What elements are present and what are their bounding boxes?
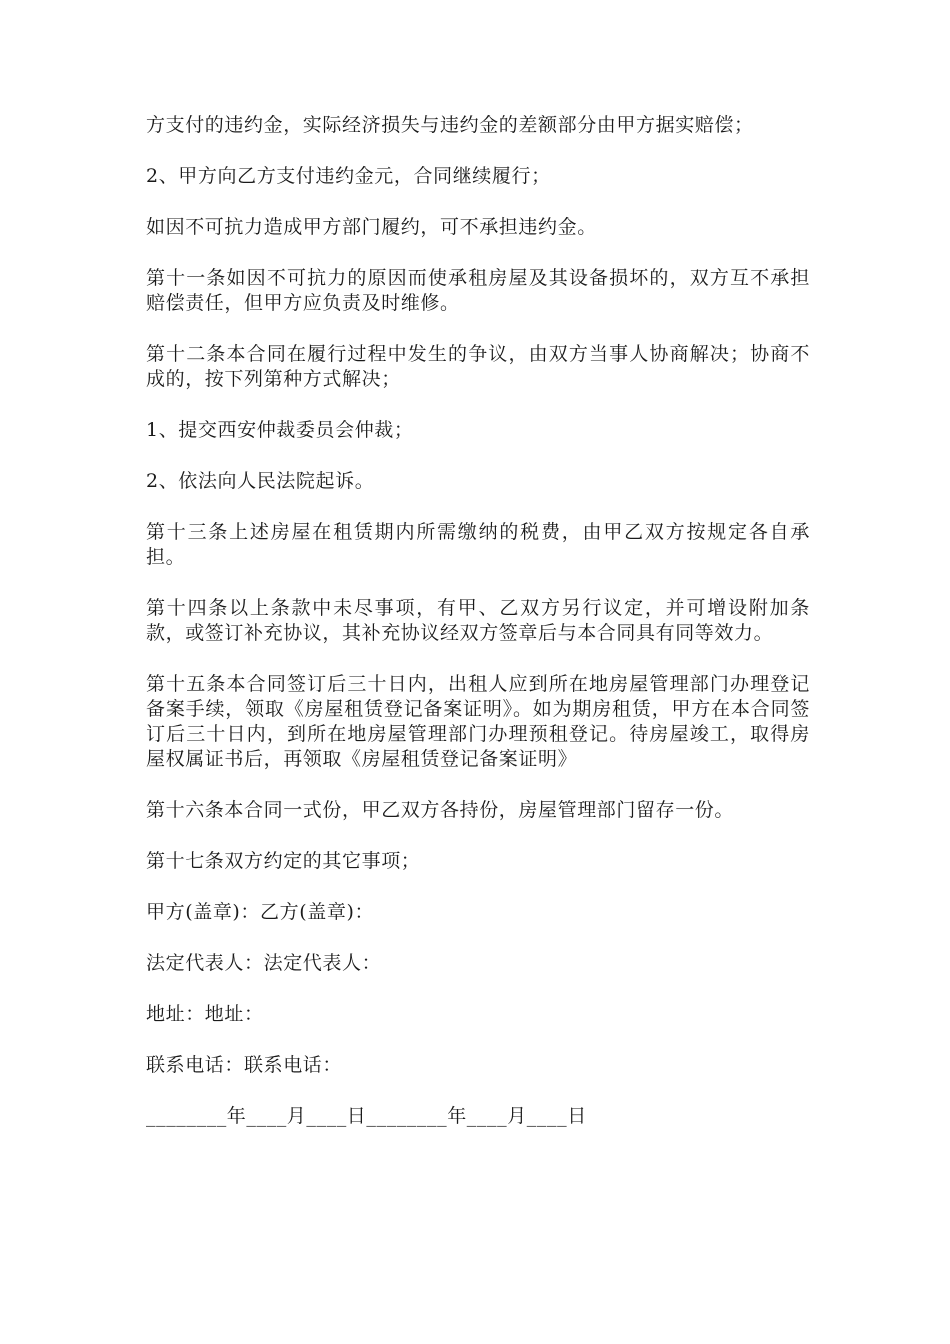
paragraph-article-16: 第十六条本合同一式份，甲乙双方各持份，房屋管理部门留存一份。 [146,799,735,821]
signature-legal-rep-line: 法定代表人：法定代表人： [146,952,382,974]
signature-phone-line: 联系电话：联系电话： [146,1054,343,1076]
paragraph-article-13: 第十三条上述房屋在租赁期内所需缴纳的税费，由甲乙双方按规定各自承担。 [146,521,810,568]
paragraph-article-15: 第十五条本合同签订后三十日内，出租人应到所在地房屋管理部门办理登记备案手续，领取《房屋租赁登记备案证明》。如为期房租赁，甲方在本合同签订后三十日内，到所在地房屋管理部门办理预租登记。待房屋竣工，取得房屋权属证书后，再领取《房屋租赁登记备案证明》 [146,673,810,770]
paragraph-article-11: 第十一条如因不可抗力的原因而使承租房屋及其设备损坏的，双方互不承担赔偿责任，但甲方应负责及时维修。 [146,267,810,314]
document-body [146,113,810,1129]
paragraph-article-17: 第十七条双方约定的其它事项； [146,850,421,872]
paragraph-dispute-option-2: 2、依法向人民法院起诉。 [146,470,375,492]
signature-party-seal-line: 甲方(盖章)：乙方(盖章)： [146,901,375,923]
signature-address-line: 地址：地址： [146,1003,264,1025]
signature-date-line: ________年____月____日________年____月____日 [146,1105,587,1127]
paragraph-compensation-clause: 方支付的违约金，实际经济损失与违约金的差额部分由甲方据实赔偿； [146,114,754,136]
paragraph-dispute-option-1: 1、提交西安仲裁委员会仲裁； [146,419,414,441]
paragraph-article-12: 第十二条本合同在履行过程中发生的争议，由双方当事人协商解决；协商不成的，按下列第种方式解决； [146,343,810,390]
paragraph-article-14: 第十四条以上条款中未尽事项，有甲、乙双方另行议定，并可增设附加条款，或签订补充协议，其补充协议经双方签章后与本合同具有同等效力。 [146,597,810,644]
paragraph-penalty-item-2: 2、甲方向乙方支付违约金元，合同继续履行； [146,165,551,187]
paragraph-force-majeure-exemption: 如因不可抗力造成甲方部门履约，可不承担违约金。 [146,216,597,238]
